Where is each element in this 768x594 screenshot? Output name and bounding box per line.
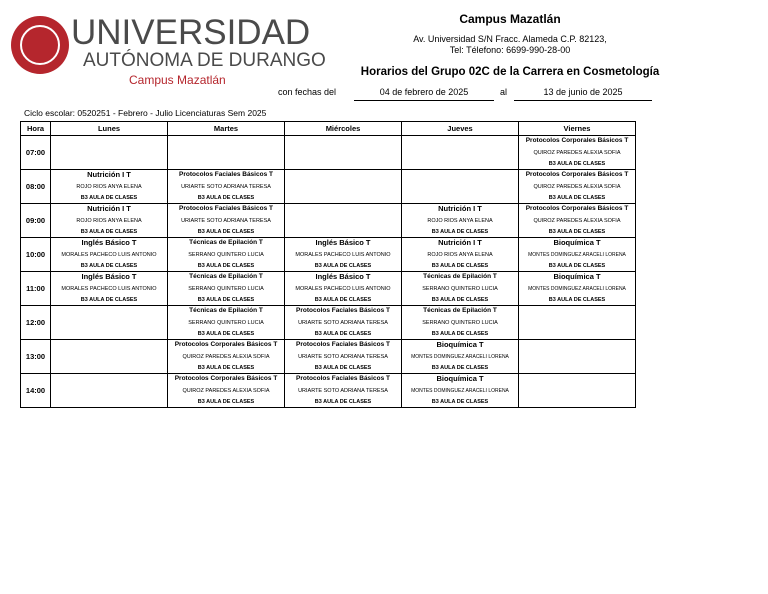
table-row [21,272,636,306]
class-cell-martes [168,204,285,238]
teacher-name: SERRANO QUINTERO LUCIA [422,319,498,326]
subject-name: Técnicas de Epilación T [423,273,497,280]
subject-name: Técnicas de Epilación T [189,307,263,314]
subject-name: Inglés Básico T [315,238,371,247]
teacher-name: MORALES PACHECO LUIS ANTONIO [61,285,157,292]
teacher-name: ROJO RIOS ANYA ELENA [76,183,142,190]
class-cell-jueves [402,170,519,204]
start-date: 04 de febrero de 2025 [354,86,494,101]
subject-name: Nutrición I T [87,170,131,179]
teacher-name: QUIROZ PAREDES ALEXIA SOFIA [533,217,621,224]
class-cell-lunes [51,170,168,204]
classroom: B3 AULA DE CLASES [197,399,255,405]
teacher-name: ROJO RIOS ANYA ELENA [427,251,493,258]
class-cell-martes [168,136,285,170]
classroom: B3 AULA DE CLASES [548,195,606,201]
hour-cell: 08:00 [21,170,51,204]
class-cell-martes [168,374,285,408]
logo-university-text: UNIVERSIDAD [71,13,311,52]
classroom: B3 AULA DE CLASES [197,365,255,371]
hour-cell: 14:00 [21,374,51,408]
class-cell-miercoles [285,136,402,170]
teacher-name: MONTES DOMINGUEZ ARACELI LORENA [528,285,626,292]
classroom: B3 AULA DE CLASES [197,331,255,337]
teacher-name: URIARTE SOTO ADRIANA TERESA [181,217,271,224]
classroom: B3 AULA DE CLASES [314,263,372,269]
teacher-name: MORALES PACHECO LUIS ANTONIO [61,251,157,258]
classroom: B3 AULA DE CLASES [197,263,255,269]
class-cell-martes [168,340,285,374]
teacher-name: URIARTE SOTO ADRIANA TERESA [181,183,271,190]
teacher-name: MORALES PACHECO LUIS ANTONIO [295,251,391,258]
hour-cell: 07:00 [21,136,51,170]
classroom: B3 AULA DE CLASES [314,297,372,303]
header-jueves: Jueves [402,122,519,136]
class-cell-viernes [519,238,636,272]
subject-name: Nutrición I T [87,204,131,213]
classroom: B3 AULA DE CLASES [80,229,138,235]
classroom: B3 AULA DE CLASES [197,195,255,201]
class-cell-viernes [519,374,636,408]
teacher-name: QUIROZ PAREDES ALEXIA SOFIA [533,183,621,190]
class-cell-lunes [51,306,168,340]
class-cell-miercoles [285,238,402,272]
table-row [21,374,636,408]
header-viernes: Viernes [519,122,636,136]
teacher-name: QUIROZ PAREDES ALEXIA SOFIA [182,353,270,360]
subject-name: Protocolos Corporales Básicos T [174,375,278,382]
class-cell-viernes [519,136,636,170]
class-cell-martes [168,306,285,340]
teacher-name: SERRANO QUINTERO LUCIA [188,319,264,326]
class-cell-viernes [519,340,636,374]
classroom: B3 AULA DE CLASES [431,399,489,405]
class-cell-viernes [519,204,636,238]
teacher-name: ROJO RIOS ANYA ELENA [427,217,493,224]
teacher-name: MONTES DOMINGUEZ ARACELI LORENA [528,251,626,258]
classroom: B3 AULA DE CLASES [197,229,255,235]
classroom: B3 AULA DE CLASES [431,365,489,371]
table-row [21,136,636,170]
classroom: B3 AULA DE CLASES [548,229,606,235]
classroom: B3 AULA DE CLASES [431,263,489,269]
subject-name: Protocolos Corporales Básicos T [525,171,629,178]
class-cell-jueves [402,374,519,408]
class-cell-lunes [51,340,168,374]
classroom: B3 AULA DE CLASES [80,297,138,303]
dates-separator: al [500,87,508,97]
classroom: B3 AULA DE CLASES [314,331,372,337]
classroom: B3 AULA DE CLASES [548,297,606,303]
campus-title: Campus Mazatlán [459,12,561,26]
school-cycle: Ciclo escolar: 0520251 - Febrero - Julio Licenciaturas Sem 2025 [24,108,267,118]
table-header-row [21,122,636,136]
table-row [21,238,636,272]
subject-name: Inglés Básico T [81,272,137,281]
subject-name: Bioquímica T [436,340,484,349]
class-cell-lunes [51,136,168,170]
schedule-body [21,136,636,408]
teacher-name: URIARTE SOTO ADRIANA TERESA [298,353,388,360]
hour-cell: 10:00 [21,238,51,272]
class-cell-miercoles [285,204,402,238]
class-cell-jueves [402,306,519,340]
subject-name: Nutrición I T [438,204,482,213]
schedule-table [20,121,636,408]
class-cell-jueves [402,238,519,272]
hour-cell: 11:00 [21,272,51,306]
end-date: 13 de junio de 2025 [514,86,652,101]
teacher-name: MONTES DOMINGUEZ ARACELI LORENA [411,387,509,394]
teacher-name: URIARTE SOTO ADRIANA TERESA [298,319,388,326]
class-cell-viernes [519,306,636,340]
teacher-name: ROJO RIOS ANYA ELENA [76,217,142,224]
teacher-name: MORALES PACHECO LUIS ANTONIO [295,285,391,292]
header-miercoles: Miércoles [285,122,402,136]
teacher-name: QUIROZ PAREDES ALEXIA SOFIA [182,387,270,394]
teacher-name: MONTES DOMINGUEZ ARACELI LORENA [411,353,509,360]
class-cell-miercoles [285,272,402,306]
subject-name: Técnicas de Epilación T [423,307,497,314]
header-hora: Hora [21,122,51,136]
subject-name: Protocolos Corporales Básicos T [174,341,278,348]
subject-name: Protocolos Corporales Básicos T [525,205,629,212]
subject-name: Nutrición I T [438,238,482,247]
classroom: B3 AULA DE CLASES [314,399,372,405]
subject-name: Inglés Básico T [81,238,137,247]
subject-name: Inglés Básico T [315,272,371,281]
hour-cell: 12:00 [21,306,51,340]
subject-name: Protocolos Faciales Básicos T [179,205,273,212]
address-line-2: Tel: Télefono: 6699-990-28-00 [449,45,571,55]
class-cell-miercoles [285,374,402,408]
eagle-seal-icon [11,16,69,74]
class-cell-lunes [51,272,168,306]
classroom: B3 AULA DE CLASES [80,263,138,269]
class-cell-miercoles [285,170,402,204]
classroom: B3 AULA DE CLASES [80,195,138,201]
subject-name: Protocolos Faciales Básicos T [296,375,390,382]
classroom: B3 AULA DE CLASES [548,161,606,167]
class-cell-jueves [402,136,519,170]
class-cell-jueves [402,340,519,374]
logo-autonoma-text: AUTÓNOMA DE DURANGO [83,50,326,71]
classroom: B3 AULA DE CLASES [431,331,489,337]
class-cell-martes [168,170,285,204]
class-cell-martes [168,272,285,306]
subject-name: Bioquímica T [553,272,601,281]
table-row [21,204,636,238]
teacher-name: URIARTE SOTO ADRIANA TERESA [298,387,388,394]
subject-name: Protocolos Faciales Básicos T [296,341,390,348]
page-title: Horarios del Grupo 02C de la Carrera en Cosmetología [360,66,660,78]
class-cell-miercoles [285,306,402,340]
subject-name: Técnicas de Epilación T [189,273,263,280]
subject-name: Bioquímica T [436,374,484,383]
classroom: B3 AULA DE CLASES [431,297,489,303]
subject-name: Bioquímica T [553,238,601,247]
teacher-name: QUIROZ PAREDES ALEXIA SOFIA [533,149,621,156]
class-cell-jueves [402,204,519,238]
header-lunes: Lunes [51,122,168,136]
class-cell-lunes [51,374,168,408]
class-cell-lunes [51,238,168,272]
address-line-1: Av. Universidad S/N Fracc. Alameda C.P. 82123, [413,34,607,44]
subject-name: Protocolos Corporales Básicos T [525,137,629,144]
table-row [21,340,636,374]
teacher-name: SERRANO QUINTERO LUCIA [188,285,264,292]
hour-cell: 13:00 [21,340,51,374]
table-row [21,170,636,204]
teacher-name: SERRANO QUINTERO LUCIA [422,285,498,292]
classroom: B3 AULA DE CLASES [314,365,372,371]
hour-cell: 09:00 [21,204,51,238]
university-logo [11,13,326,88]
logo-campus-text: Campus Mazatlán [129,73,226,87]
header-martes: Martes [168,122,285,136]
subject-name: Protocolos Faciales Básicos T [296,307,390,314]
classroom: B3 AULA DE CLASES [548,263,606,269]
teacher-name: SERRANO QUINTERO LUCIA [188,251,264,258]
class-cell-lunes [51,204,168,238]
dates-label: con fechas del [278,87,337,97]
class-cell-miercoles [285,340,402,374]
subject-name: Protocolos Faciales Básicos T [179,171,273,178]
class-cell-viernes [519,170,636,204]
class-cell-jueves [402,272,519,306]
classroom: B3 AULA DE CLASES [197,297,255,303]
class-cell-viernes [519,272,636,306]
subject-name: Técnicas de Epilación T [189,239,263,246]
table-row [21,306,636,340]
class-cell-martes [168,238,285,272]
classroom: B3 AULA DE CLASES [431,229,489,235]
